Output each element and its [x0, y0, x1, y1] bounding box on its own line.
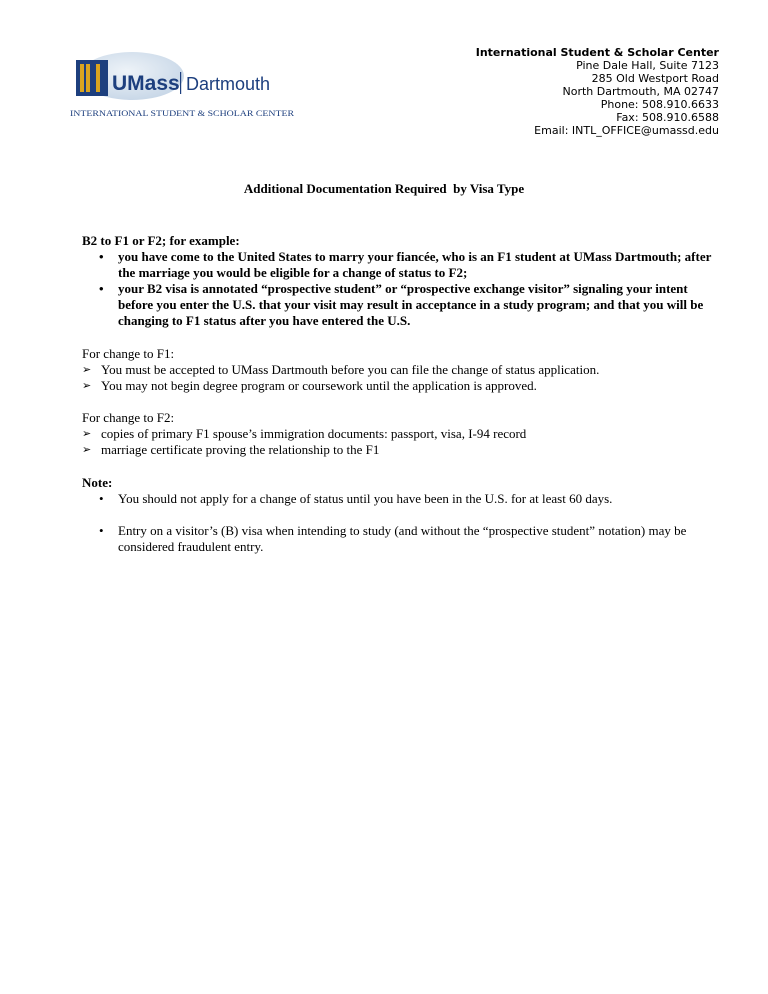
- section-f2: [82, 410, 722, 458]
- list-item: [82, 442, 722, 458]
- office-name: International Student & Scholar Center: [475, 46, 719, 59]
- address-line-3: North Dartmouth, MA 02747: [562, 85, 719, 98]
- section-heading: For change to F2:: [82, 410, 175, 425]
- list-item: [82, 491, 722, 507]
- bullet-list: [82, 249, 722, 329]
- list-item-text: You may not begin degree program or coursework until the application is approved.: [101, 378, 537, 393]
- bullet-icon: •: [99, 249, 104, 264]
- list-item: [82, 426, 722, 442]
- list-item: [82, 362, 722, 378]
- arrow-list: [82, 426, 722, 458]
- list-item: [82, 281, 722, 329]
- list-item-text: copies of primary F1 spouse’s immigration documents: passport, visa, I-94 record: [101, 426, 527, 441]
- arrow-list: [82, 362, 722, 394]
- email: Email: INTL_OFFICE@umassd.edu: [534, 124, 719, 137]
- section-f1: [82, 346, 722, 394]
- contact-block: [379, 46, 719, 137]
- section-b2: [82, 233, 722, 329]
- bullet-icon: •: [99, 523, 104, 538]
- logo-tagline: INTERNATIONAL STUDENT & SCHOLAR CENTER: [70, 109, 295, 118]
- arrow-bullet-icon: ➢: [82, 428, 92, 440]
- section-heading: B2 to F1 or F2; for example:: [82, 233, 240, 248]
- umass-dartmouth-logo: [70, 52, 296, 120]
- address-line-2: 285 Old Westport Road: [591, 72, 719, 85]
- list-item-text: You should not apply for a change of status until you have been in the U.S. for at least 60 days.: [118, 491, 613, 506]
- logo-brand: UMass: [112, 72, 180, 95]
- bullet-icon: •: [99, 281, 104, 296]
- umass-emblem-icon: [76, 60, 108, 96]
- logo-campus: Dartmouth: [186, 74, 271, 94]
- phone: Phone: 508.910.6633: [600, 98, 719, 111]
- list-item-text: You must be accepted to UMass Dartmouth before you can file the change of status application.: [101, 362, 600, 377]
- document-body: [82, 233, 722, 555]
- list-item-text: you have come to the United States to marry your fiancée, who is an F1 student at UMass Dartmouth; after the marriage you would be eligible for a change of status to F2;: [118, 249, 712, 280]
- arrow-bullet-icon: ➢: [82, 380, 92, 392]
- bullet-icon: •: [99, 491, 104, 506]
- bullet-list: [82, 491, 722, 555]
- section-heading: Note:: [82, 475, 113, 490]
- list-item-text: Entry on a visitor’s (B) visa when intending to study (and without the “prospective student” notation) may be considered fraudulent entry.: [118, 523, 687, 554]
- document-title: Additional Documentation Required by Visa Type: [243, 181, 525, 196]
- list-item-text: your B2 visa is annotated “prospective student” or “prospective exchange visitor” signaling your intent before you enter the U.S. that your visit may result in acceptance in a study program; and that you will be changing to F1 status after you have entered the U.S.: [118, 281, 704, 328]
- list-item: [82, 249, 722, 281]
- list-item: [82, 378, 722, 394]
- list-item: [82, 523, 722, 555]
- fax: Fax: 508.910.6588: [616, 111, 719, 124]
- list-item-text: marriage certificate proving the relationship to the F1: [101, 442, 380, 457]
- arrow-bullet-icon: ➢: [82, 444, 92, 456]
- section-note: [82, 475, 722, 555]
- section-heading: For change to F1:: [82, 346, 175, 361]
- arrow-bullet-icon: ➢: [82, 364, 92, 376]
- address-line-1: Pine Dale Hall, Suite 7123: [576, 59, 719, 72]
